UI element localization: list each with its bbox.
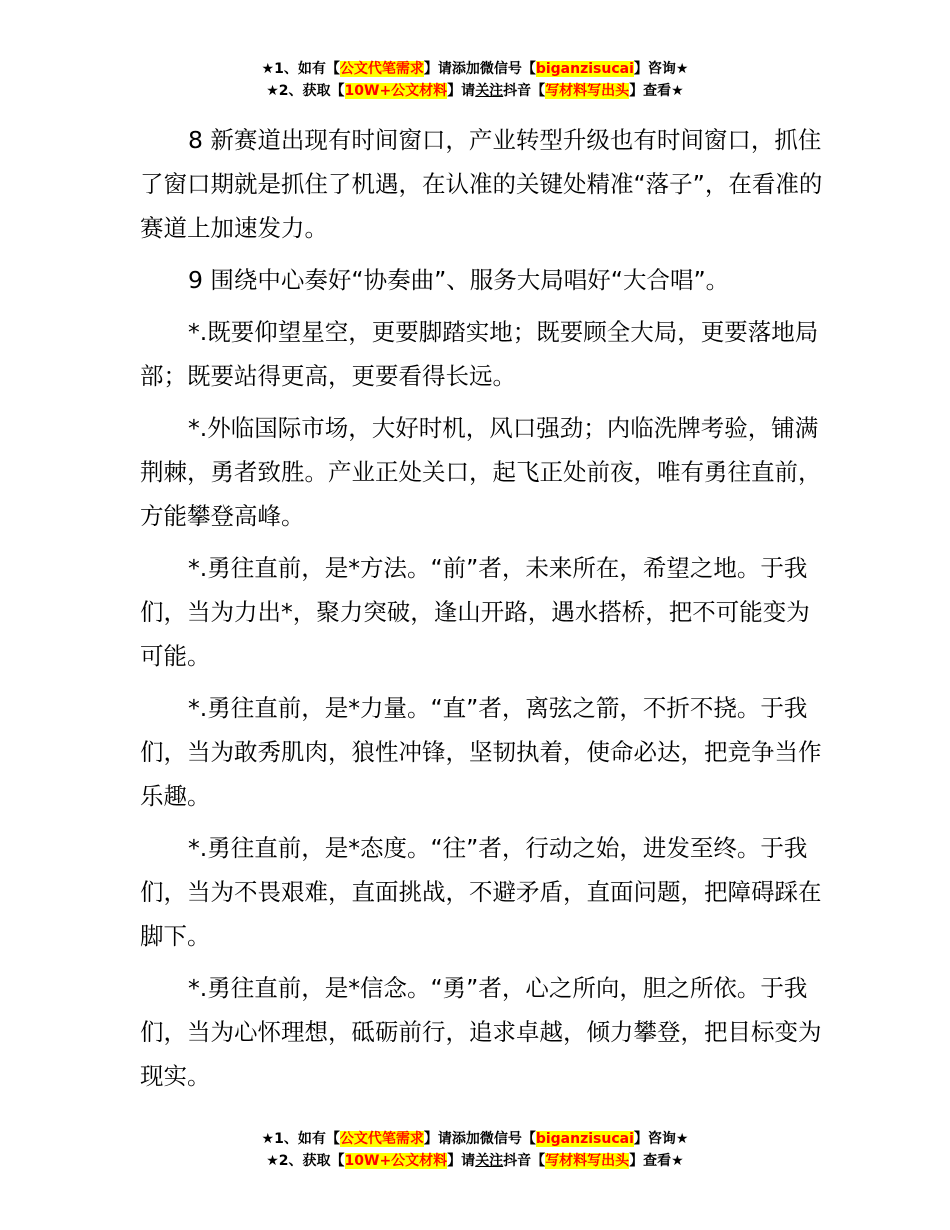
paragraph-strength: *.勇往直前，是*力量。“直”者，离弦之箭，不折不挠。于我们，当为敢秀肌肉，狼性冲锋，坚韧执着，使命必达，把竞争当作乐趣。 [140, 694, 822, 810]
header-line-2-suffix: 】查看★ [629, 83, 684, 99]
paragraph-belief: *.勇往直前，是*信念。“勇”者，心之所向，胆之所依。于我们，当为心怀理想，砥砺前行，追求卓越，倾力攀登，把目标变为现实。 [140, 974, 822, 1090]
footer-line-1-prefix: ★1、如有【 [261, 1131, 340, 1147]
header-line-1-text: 】请添 [423, 61, 466, 77]
paragraph-stars-and-ground: *.既要仰望星空，更要脚踏实地；既要顾全大局，更要落地局部；既要站得更高，更要看得长远。 [140, 318, 819, 390]
header-line-2 [0, 80, 950, 102]
footer-line-1-wechat-id: biganzisucai [535, 1131, 634, 1147]
header-line-2-prefix: ★2、获取【 [266, 83, 345, 99]
paragraph-8: 8 新赛道出现有时间窗口，产业转型升级也有时间窗口，抓住了窗口期就是抓住了机遇，在认准的关键处精准“落子”，在看准的赛道上加速发力。 [140, 126, 823, 242]
footer-line-2-suffix: 】查看★ [629, 1153, 684, 1169]
header-line-2-follow: 关注 [475, 83, 504, 99]
footer-line-1-suffix: 】咨询★ [633, 1131, 689, 1147]
footer-line-2-text: 】请 [447, 1153, 476, 1169]
paragraph-method: *.勇往直前，是*方法。“前”者，未来所在，希望之地。于我们，当为力出*，聚力突破，逢山开路，遇水搭桥，把不可能变为可能。 [140, 554, 810, 670]
header-line-1-wechat-id: biganzisucai [535, 61, 634, 77]
paragraph-attitude: *.勇往直前，是*态度。“往”者，行动之始，进发至终。于我们，当为不畏艰难，直面挑战，不避矛盾，直面问题，把障碍踩在脚下。 [140, 834, 822, 950]
footer-line-2-highlight-materials: 10W+公文材料 [344, 1153, 448, 1169]
footer-line-1-highlight-service: 公文代笔需求 [339, 1131, 424, 1147]
paragraph-9: 9 围绕中心奏好“协奏曲”、服务大局唱好“大合唱”。 [188, 266, 730, 294]
footer-line-2-douyin-account: 写材料写出头 [545, 1153, 630, 1169]
footer-line-1 [0, 1128, 950, 1150]
header-line-2-highlight-materials: 10W+公文材料 [344, 83, 448, 99]
header-line-1-highlight-service: 公文代笔需求 [339, 61, 424, 77]
header-line-2-text: 】请 [447, 83, 476, 99]
footer-line-1-add: 加 [465, 1131, 480, 1147]
footer-line-2-follow: 关注 [475, 1153, 504, 1169]
footer-line-1-text: 】请添 [423, 1131, 466, 1147]
header-banner [0, 58, 950, 102]
document-body [140, 118, 830, 1106]
footer-banner [0, 1128, 950, 1172]
header-line-1-suffix: 】咨询★ [633, 61, 689, 77]
header-line-1 [0, 58, 950, 80]
footer-line-2 [0, 1150, 950, 1172]
header-line-1-wechat-label: 微信号【 [479, 61, 536, 77]
footer-line-2-prefix: ★2、获取【 [266, 1153, 345, 1169]
header-line-1-add: 加 [465, 61, 480, 77]
paragraph-market: *.外临国际市场，大好时机，风口强劲；内临洗牌考验，铺满荆棘，勇者致胜。产业正处关口，起飞正处前夜，唯有勇往直前，方能攀登高峰。 [140, 414, 822, 530]
footer-line-2-douyin-label: 抖音【 [503, 1153, 546, 1169]
header-line-1-prefix: ★1、如有【 [261, 61, 340, 77]
header-line-2-douyin-label: 抖音【 [503, 83, 546, 99]
header-line-2-douyin-account: 写材料写出头 [545, 83, 630, 99]
footer-line-1-wechat-label: 微信号【 [479, 1131, 536, 1147]
